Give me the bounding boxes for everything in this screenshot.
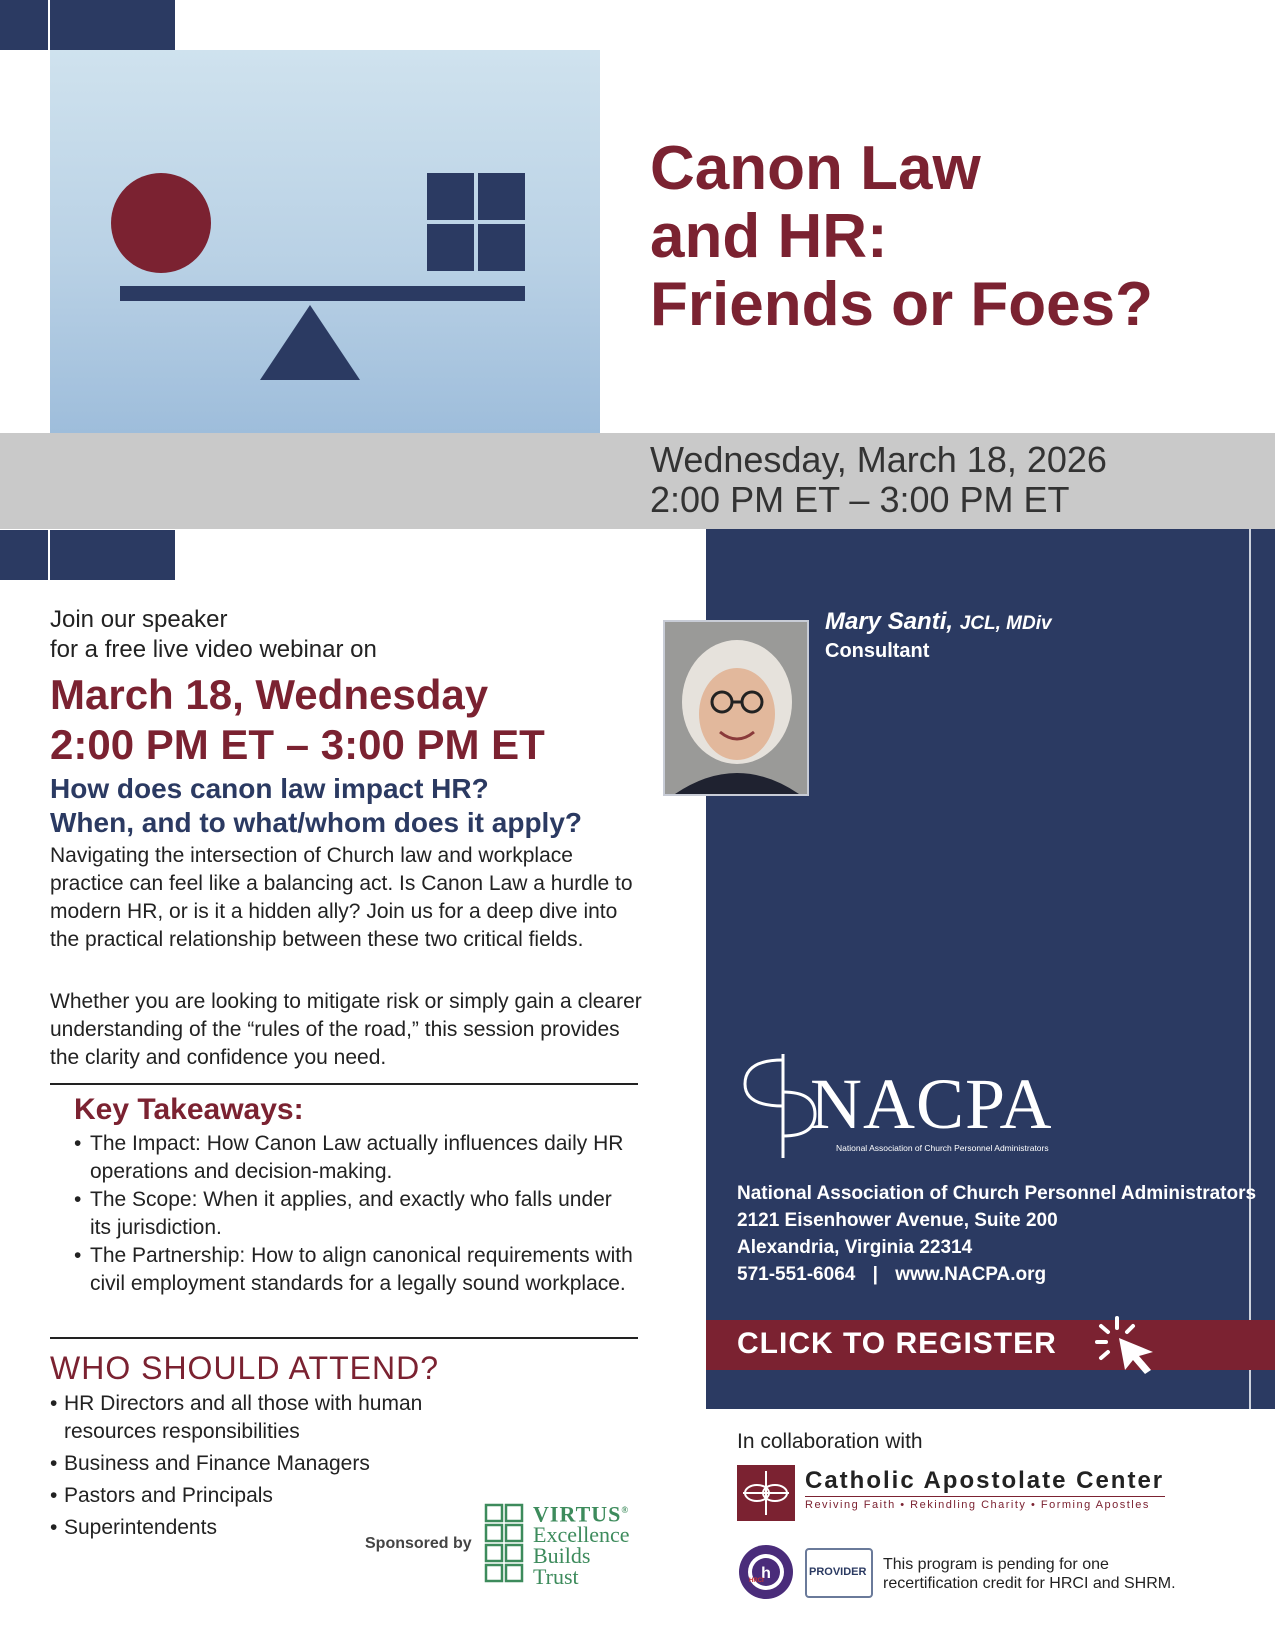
virtus-line: Builds — [533, 1543, 591, 1569]
partner-name: Catholic Apostolate Center — [805, 1467, 1165, 1494]
hrci-badge-label: HRCI — [749, 1578, 764, 1584]
corner-block-top-2 — [50, 0, 175, 50]
partner-underline — [805, 1496, 1165, 1497]
takeaways-list — [74, 1130, 634, 1298]
speaker-name — [825, 608, 1052, 636]
cursor-click-icon — [1093, 1314, 1169, 1381]
title-line: Canon Law — [650, 134, 981, 203]
intro-line: Join our speaker — [50, 606, 228, 633]
page-title — [650, 135, 1210, 339]
takeaways-heading: Key Takeaways: — [74, 1093, 304, 1126]
webinar-date-heading — [50, 670, 545, 770]
question-line: How does canon law impact HR? — [50, 773, 489, 804]
question-line: When, and to what/whom does it apply? — [50, 807, 582, 838]
virtus-line: Trust — [533, 1564, 579, 1590]
list-item: • The Scope: When it applies, and exactly who falls under its jurisdiction. — [74, 1186, 634, 1242]
org-contact-line — [737, 1261, 1256, 1288]
virtus-logo-text — [533, 1500, 630, 1590]
webinar-date: March 18, Wednesday — [50, 671, 489, 718]
event-datetime — [650, 440, 1107, 520]
key-questions — [50, 772, 582, 840]
title-line: Friends or Foes? — [650, 270, 1153, 339]
intro-line: for a free live video webinar on — [50, 636, 377, 663]
list-item: • HR Directors and all those with human resources responsibilities — [50, 1390, 470, 1446]
corner-block-mid-2 — [50, 530, 175, 580]
registered-mark: ® — [621, 1505, 630, 1515]
virtus-logo-icon — [484, 1503, 526, 1592]
org-address: Alexandria, Virginia 22314 — [737, 1237, 973, 1258]
event-time: 2:00 PM ET – 3:00 PM ET — [650, 479, 1070, 520]
nacpa-contact — [737, 1180, 1256, 1288]
register-button-label[interactable]: CLICK TO REGISTER — [737, 1327, 1057, 1360]
list-item: • The Impact: How Canon Law actually influences daily HR operations and decision-making. — [74, 1130, 634, 1186]
speaker-photo — [663, 620, 809, 796]
speaker-name-text: Mary Santi, — [825, 608, 954, 635]
webinar-time: 2:00 PM ET – 3:00 PM ET — [50, 721, 545, 768]
org-name: National Association of Church Personnel Administrators — [737, 1183, 1257, 1204]
intro-text — [50, 605, 377, 665]
speaker-credentials: JCL, MDiv — [959, 613, 1052, 634]
org-address: 2121 Eisenhower Avenue, Suite 200 — [737, 1210, 1058, 1231]
org-website-link[interactable]: www.NACPA.org — [895, 1264, 1047, 1285]
cac-logo-icon — [737, 1465, 795, 1526]
divider — [50, 1337, 638, 1339]
partner-tagline: Reviving Faith • Rekindling Charity • Forming Apostles — [805, 1499, 1150, 1511]
attend-list — [50, 1390, 470, 1546]
speaker-portrait-icon — [665, 622, 807, 794]
virtus-line: Excellence — [533, 1522, 630, 1548]
list-item: • Superintendents — [50, 1514, 470, 1542]
org-phone: 571-551-6064 — [737, 1264, 856, 1285]
list-item: • The Partnership: How to align canonical requirements with civil employment standards for a legally sound workplace. — [74, 1242, 634, 1298]
description-paragraph-2: Whether you are looking to mitigate risk or simply gain a clearer understanding of the “rules of the road,” this session provides the clarity and confidence you need. — [50, 990, 642, 1069]
corner-block-top — [0, 0, 48, 50]
list-item: • Pastors and Principals — [50, 1482, 470, 1510]
attend-heading: WHO SHOULD ATTEND? — [50, 1350, 439, 1386]
title-line: and HR: — [650, 202, 888, 271]
nacpa-wordmark: NACPA — [810, 1064, 1053, 1144]
balance-scale-icon — [50, 50, 600, 433]
hero-illustration — [50, 50, 600, 433]
svg-text:h: h — [761, 1565, 771, 1582]
list-item: • Business and Finance Managers — [50, 1450, 470, 1478]
contact-separator: | — [872, 1264, 878, 1285]
hrci-badge-icon — [737, 1543, 795, 1606]
credit-notice: This program is pending for one recertification credit for HRCI and SHRM. — [883, 1556, 1176, 1592]
divider — [50, 1083, 638, 1085]
corner-block-mid — [0, 530, 48, 580]
description-paragraph: Navigating the intersection of Church law and workplace practice can feel like a balancing act. Is Canon Law a hurdle to modern HR, or is it a hidden ally? Join us for a deep dive into the practical relationship between these two critical fields. — [50, 844, 633, 951]
sponsor-label: Sponsored by — [365, 1535, 472, 1552]
virtus-wordmark: VIRTUS — [533, 1501, 622, 1527]
speaker-role: Consultant — [825, 640, 930, 662]
shrm-badge-label: PROVIDER — [809, 1566, 867, 1578]
nacpa-logo-subtext: National Association of Church Personnel Administrators — [836, 1143, 1049, 1153]
event-date: Wednesday, March 18, 2026 — [650, 439, 1107, 480]
collaboration-label: In collaboration with — [737, 1430, 923, 1453]
